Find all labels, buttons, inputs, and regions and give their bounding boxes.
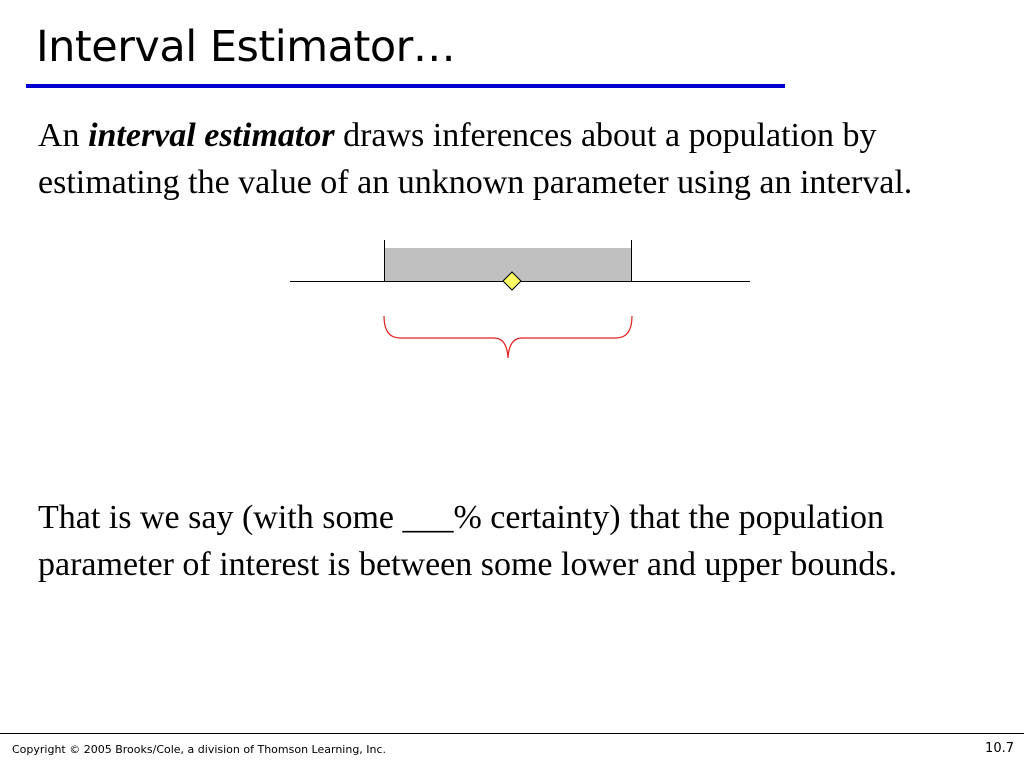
- footer-copyright: Copyright © 2005 Brooks/Cole, a division of Thomson Learning, Inc.: [12, 743, 387, 756]
- definition-lead: An: [38, 117, 89, 154]
- page-number: 10.7: [985, 741, 1014, 756]
- slide-title: Interval Estimator…: [36, 22, 456, 72]
- definition-term: interval estimator: [88, 117, 335, 154]
- certainty-paragraph: That is we say (with some ___% certainty) that the population parameter of interest is between some lower and upper bounds.: [38, 499, 898, 583]
- interval-brace: [384, 316, 632, 358]
- footer-divider: [0, 733, 1024, 734]
- definition-rest: draws inferences about a population by estimating the value of an unknown parameter using an interval.: [38, 117, 913, 201]
